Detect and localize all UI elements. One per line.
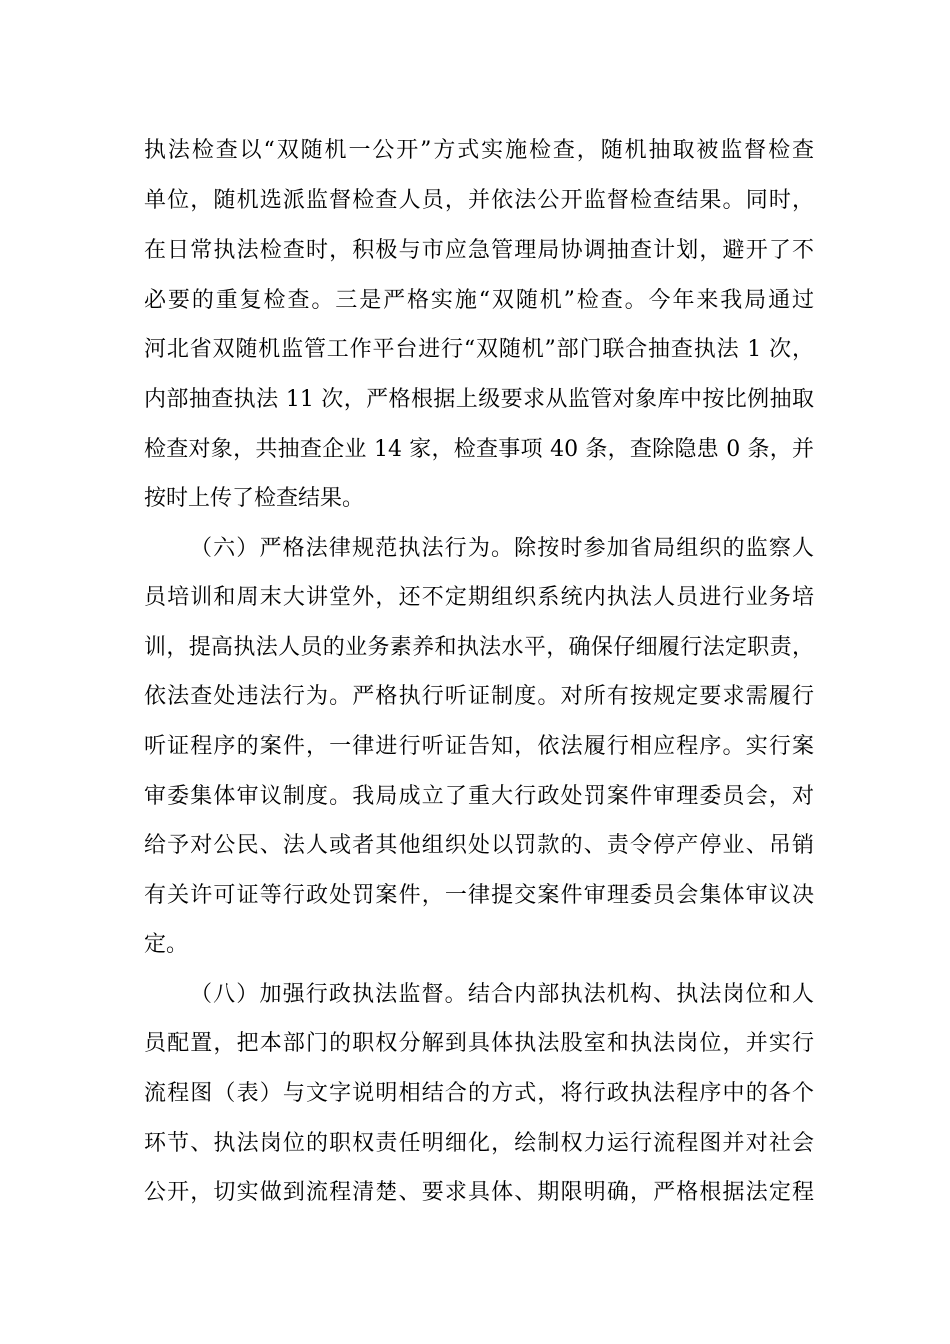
paragraph-line: 环节、执法岗位的职权责任明细化，绘制权力运行流程图并对社会 xyxy=(144,1131,814,1156)
paragraph-line: 在日常执法检查时，积极与市应急管理局协调抽查计划，避开了不 xyxy=(144,238,814,263)
paragraph-line: 公开，切实做到流程清楚、要求具体、期限明确，严格根据法定程 xyxy=(144,1180,814,1205)
section-heading-line: （六）严格法律规范执法行为。除按时参加省局组织的监察人 xyxy=(190,536,814,561)
paragraph-line: 员培训和周末大讲堂外，还不定期组织系统内执法人员进行业务培 xyxy=(144,585,814,610)
paragraph-line: 审委集体审议制度。我局成立了重大行政处罚案件审理委员会，对 xyxy=(144,784,814,809)
paragraph-line: 流程图（表）与文字说明相结合的方式，将行政执法程序中的各个 xyxy=(144,1081,814,1106)
paragraph-line: 依法查处违法行为。严格执行听证制度。对所有按规定要求需履行 xyxy=(144,684,814,709)
paragraph-line: 执法检查以“双随机一公开”方式实施检查，随机抽取被监督检查 xyxy=(144,138,814,163)
paragraph-line: 检查对象，共抽查企业 14 家，检查事项 40 条，查除隐患 0 条，并 xyxy=(144,437,814,462)
paragraph-line: 训，提高执法人员的业务素养和执法水平，确保仔细履行法定职责， xyxy=(144,635,814,660)
paragraph-line: 给予对公民、法人或者其他组织处以罚款的、责令停产停业、吊销 xyxy=(144,833,814,858)
paragraph-line: 必要的重复检查。三是严格实施“双随机”检查。今年来我局通过 xyxy=(144,288,814,313)
paragraph-line: 按时上传了检查结果。 xyxy=(144,486,365,511)
paragraph-line: 定。 xyxy=(144,932,189,957)
paragraph-line: 员配置，把本部门的职权分解到具体执法股室和执法岗位，并实行 xyxy=(144,1031,814,1056)
paragraph-line: 听证程序的案件，一律进行听证告知，依法履行相应程序。实行案 xyxy=(144,734,814,759)
section-heading-line: （八）加强行政执法监督。结合内部执法机构、执法岗位和人 xyxy=(190,982,814,1007)
paragraph-line: 内部抽查执法 11 次，严格根据上级要求从监管对象库中按比例抽取 xyxy=(144,387,814,412)
paragraph-line: 有关许可证等行政处罚案件，一律提交案件审理委员会集体审议决 xyxy=(144,883,814,908)
paragraph-line: 单位，随机选派监督检查人员，并依法公开监督检查结果。同时， xyxy=(144,188,814,213)
paragraph-line: 河北省双随机监管工作平台进行“双随机”部门联合抽查执法 1 次， xyxy=(144,337,814,362)
